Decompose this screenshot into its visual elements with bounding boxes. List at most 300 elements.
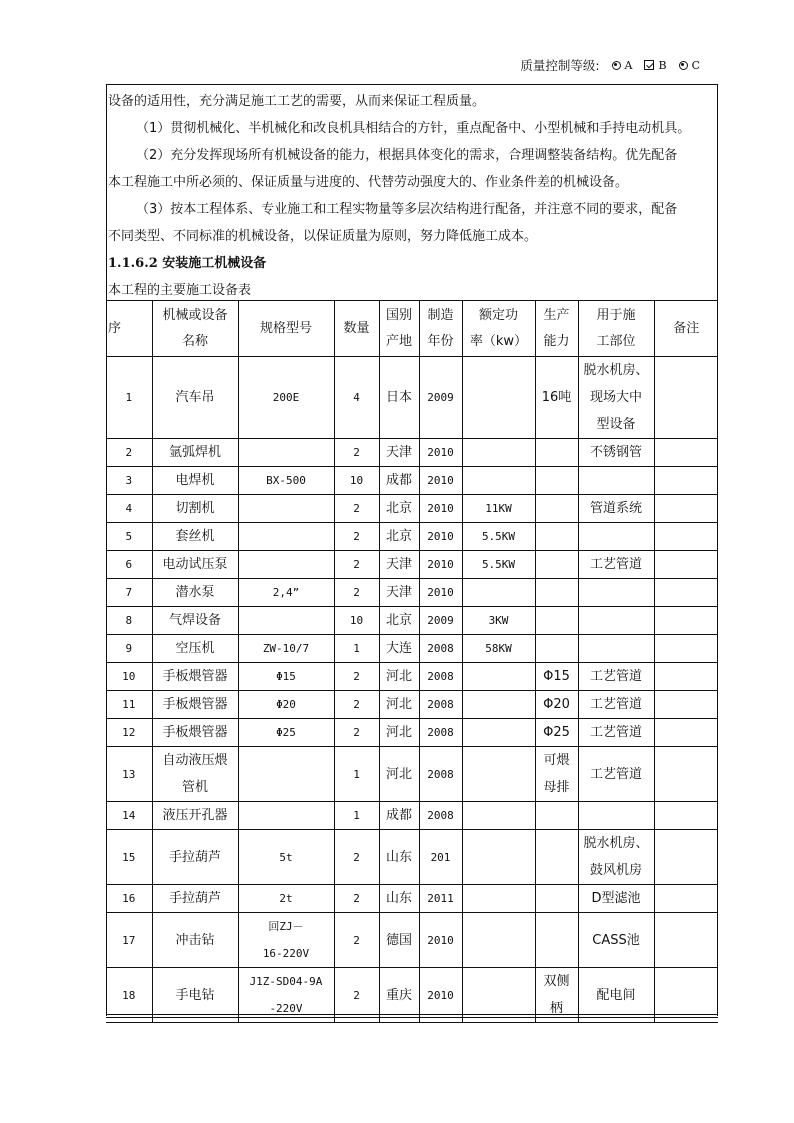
cell-no: 6 [106,551,152,579]
cell-location [578,830,654,885]
cell-power [462,830,535,885]
header-line: 机械或设备 [162,307,228,323]
header-line: 用于施 [596,307,636,323]
cell-capacity [535,830,578,885]
cell-origin: 天津 [379,551,419,579]
cell-origin: 北京 [379,495,419,523]
cell-origin: 天津 [379,439,419,467]
quality-option-a [612,59,633,72]
cell-location [578,635,654,663]
cell-capacity [535,357,578,439]
cell-qty: 2 [334,551,379,579]
cell-qty: 1 [334,747,379,802]
cell-line: 电动试压泵 [162,557,228,572]
cell-note [654,495,718,523]
cell-origin: 山东 [379,830,419,885]
cell-no: 10 [106,663,152,691]
table-row [106,968,718,1023]
header-year [419,301,462,357]
cell-power [462,913,535,968]
cell-note [654,551,718,579]
cell-line: Φ15 [276,670,296,683]
cell-power: 11KW [462,495,535,523]
cell-note [654,885,718,913]
cell-line: 型设备 [596,417,636,432]
cell-origin: 德国 [379,913,419,968]
cell-name [152,663,238,691]
cell-qty: 2 [334,495,379,523]
cell-power [462,439,535,467]
cell-spec [238,830,334,885]
cell-qty: 1 [334,802,379,830]
cell-note [654,663,718,691]
checkbox-checked-icon [644,60,654,70]
cell-line: J1Z-SD04-9A [249,975,323,988]
cell-line: Φ15 [543,669,570,684]
cell-spec [238,968,334,1023]
cell-year: 2011 [419,885,462,913]
header-line: 序 [108,320,122,336]
cell-qty: 2 [334,579,379,607]
cell-capacity [535,691,578,719]
cell-no: 9 [106,635,152,663]
cell-name [152,579,238,607]
cell-location [578,747,654,802]
cell-line: 16吨 [541,390,572,405]
header-line: 额定功 [478,307,518,323]
cell-location [578,467,654,495]
table-row [106,495,718,523]
cell-note [654,719,718,747]
cell-location [578,607,654,635]
table-row [106,551,718,579]
cell-year: 201 [419,830,462,885]
cell-capacity [535,607,578,635]
cell-qty: 2 [334,663,379,691]
cell-line: 现场大中 [589,390,642,405]
header-line: 名称 [181,333,208,349]
cell-year: 2010 [419,439,462,467]
quality-option-b [644,59,666,72]
cell-spec [238,607,334,635]
cell-year: 2010 [419,523,462,551]
cell-origin: 重庆 [379,968,419,1023]
cell-capacity [535,635,578,663]
cell-year: 2008 [419,802,462,830]
cell-line: Φ20 [543,697,570,712]
cell-qty: 1 [334,635,379,663]
cell-note [654,691,718,719]
cell-capacity [535,495,578,523]
cell-line: D型滤池 [591,891,641,906]
cell-name [152,551,238,579]
cell-line: 工艺管道 [589,669,642,684]
cell-year: 2009 [419,357,462,439]
cell-no: 7 [106,579,152,607]
cell-spec [238,885,334,913]
cell-note [654,607,718,635]
cell-name [152,607,238,635]
cell-name [152,913,238,968]
cell-line: CASS池 [592,932,640,948]
cell-note [654,467,718,495]
cell-qty: 2 [334,439,379,467]
cell-line: 可煨 [543,753,570,768]
header-line: 数量 [343,320,370,336]
cell-capacity [535,802,578,830]
quality-option-c [679,59,700,72]
cell-location [578,802,654,830]
cell-line: 手板煨管器 [162,697,228,712]
cell-line: -220V [269,1002,303,1015]
cell-line: 电焊机 [175,473,215,488]
cell-spec [238,913,334,968]
table-row [106,747,718,802]
header-line: 工部位 [596,333,636,349]
header-qty [334,301,379,357]
cell-line: 套丝机 [175,529,215,544]
cell-line: 自动液压煨 [162,753,228,768]
cell-year: 2008 [419,691,462,719]
cell-spec [238,691,334,719]
cell-name [152,495,238,523]
cell-name [152,439,238,467]
cell-origin: 北京 [379,607,419,635]
cell-capacity [535,913,578,968]
cell-name [152,357,238,439]
header-line: 国别 [385,307,412,323]
table-row [106,579,718,607]
cell-line: 管机 [181,780,208,795]
cell-line: 冲击钻 [175,932,215,948]
cell-note [654,579,718,607]
cell-name [152,719,238,747]
cell-line: Φ20 [276,698,296,711]
radio-icon [612,61,621,70]
cell-power: 5.5KW [462,523,535,551]
cell-power: 5.5KW [462,551,535,579]
cell-origin: 日本 [379,357,419,439]
cell-no: 11 [106,691,152,719]
cell-qty: 4 [334,357,379,439]
cell-qty: 2 [334,523,379,551]
cell-spec [238,439,334,467]
cell-name [152,747,238,802]
header-capacity [535,301,578,357]
cell-line: 空压机 [175,641,215,656]
cell-line: 200E [272,391,300,404]
cell-location [578,913,654,968]
cell-qty: 2 [334,885,379,913]
cell-location [578,663,654,691]
cell-spec [238,495,334,523]
cell-name [152,523,238,551]
cell-power [462,968,535,1023]
header-line: 能力 [543,333,570,349]
cell-name [152,830,238,885]
table-header-row [106,301,718,357]
header-origin [379,301,419,357]
cell-qty: 2 [334,719,379,747]
cell-line: 手拉葫芦 [168,891,221,906]
cell-note [654,635,718,663]
cell-power [462,885,535,913]
cell-year: 2008 [419,747,462,802]
cell-year: 2010 [419,467,462,495]
cell-no: 17 [106,913,152,968]
cell-line: 柄 [549,1001,563,1016]
cell-qty: 10 [334,467,379,495]
paragraph-line: 不同类型、不同标准的机械设备，以保证质量为原则，努力降低施工成本。 [108,229,538,244]
cell-location [578,523,654,551]
cell-no: 2 [106,439,152,467]
cell-line: 2,4” [272,586,300,599]
cell-name [152,885,238,913]
cell-year: 2010 [419,968,462,1023]
cell-line: 手电钻 [175,987,215,1003]
cell-line: 手拉葫芦 [168,849,221,865]
cell-capacity [535,579,578,607]
cell-line: 工艺管道 [589,725,642,740]
section-heading: 1.1.6.2 安装施工机械设备 [108,256,267,271]
cell-line: 母排 [543,780,570,795]
cell-location [578,551,654,579]
equipment-table [106,300,718,1023]
cell-line: BX-500 [266,474,306,487]
header-power [462,301,535,357]
cell-power [462,467,535,495]
header-line: 产地 [385,333,412,349]
header-line: 生产 [543,307,570,323]
cell-spec [238,719,334,747]
cell-no: 5 [106,523,152,551]
quality-label: 质量控制等级: [520,58,600,73]
cell-origin: 北京 [379,523,419,551]
table-row [106,913,718,968]
cell-name [152,467,238,495]
cell-line: 配电间 [596,987,636,1003]
cell-origin: 河北 [379,663,419,691]
paragraph-line: 本工程施工中所必须的、保证质量与进度的、代替劳动强度大的、作业条件差的机械设备。 [108,175,629,190]
cell-location [578,495,654,523]
cell-qty: 2 [334,913,379,968]
cell-location [578,691,654,719]
table-row [106,439,718,467]
header-spec [238,301,334,357]
cell-no: 3 [106,467,152,495]
table-row [106,830,718,885]
header-note [654,301,718,357]
cell-power [462,357,535,439]
cell-note [654,439,718,467]
cell-power [462,719,535,747]
table-row [106,885,718,913]
cell-year: 2010 [419,495,462,523]
table-row [106,607,718,635]
table-row [106,523,718,551]
cell-origin: 河北 [379,719,419,747]
cell-year: 2008 [419,663,462,691]
cell-line: Φ25 [543,725,570,740]
cell-line: 切割机 [175,501,215,516]
cell-capacity [535,663,578,691]
cell-spec [238,467,334,495]
cell-note [654,523,718,551]
cell-line: 液压开孔器 [162,808,228,823]
cell-no: 8 [106,607,152,635]
cell-line: 气焊设备 [168,613,221,628]
header-line: 规格型号 [259,320,312,336]
cell-line: 2t [279,892,293,905]
quality-control-level [520,56,700,74]
cell-year: 2009 [419,607,462,635]
cell-qty: 2 [334,968,379,1023]
cell-power: 3KW [462,607,535,635]
header-line: 率（kw） [469,333,528,349]
cell-line: ZW-10/7 [262,642,310,655]
cell-origin: 大连 [379,635,419,663]
cell-capacity [535,467,578,495]
cell-spec [238,551,334,579]
cell-line: 工艺管道 [589,697,642,712]
cell-line: 脱水机房、 [583,363,649,378]
cell-capacity [535,719,578,747]
header-name [152,301,238,357]
quality-letter: C [691,58,700,72]
cell-capacity [535,523,578,551]
cell-line: 汽车吊 [175,390,215,405]
cell-no: 16 [106,885,152,913]
cell-year: 2010 [419,913,462,968]
table-row [106,719,718,747]
cell-no: 1 [106,357,152,439]
cell-location [578,968,654,1023]
header-location [578,301,654,357]
header-line: 制造 [427,307,454,323]
cell-power [462,579,535,607]
cell-location [578,357,654,439]
cell-no: 13 [106,747,152,802]
cell-spec [238,747,334,802]
table-row [106,467,718,495]
cell-name [152,802,238,830]
cell-line: 5t [279,850,293,864]
cell-line: 氩弧焊机 [168,445,221,460]
cell-power [462,663,535,691]
cell-spec [238,802,334,830]
cell-line: 手板煨管器 [162,669,228,684]
cell-no: 15 [106,830,152,885]
cell-line: 管道系统 [589,501,642,516]
cell-capacity [535,885,578,913]
table-body [106,357,718,1023]
quality-letter: B [658,58,667,72]
cell-note [654,968,718,1023]
table-row [106,635,718,663]
cell-year: 2008 [419,719,462,747]
cell-year: 2010 [419,579,462,607]
cell-spec [238,635,334,663]
cell-location [578,439,654,467]
cell-power [462,747,535,802]
cell-note [654,747,718,802]
paragraph-line: 设备的适用性，充分满足施工工艺的需要，从而来保证工程质量。 [108,94,486,109]
cell-line: 工艺管道 [589,557,642,572]
cell-line: 工艺管道 [589,766,642,782]
cell-power: 58KW [462,635,535,663]
cell-spec [238,357,334,439]
cell-spec [238,579,334,607]
cell-location [578,579,654,607]
table-row [106,357,718,439]
cell-origin: 河北 [379,747,419,802]
body-text [108,88,716,250]
cell-note [654,830,718,885]
cell-line: 回ZJ－ [268,920,304,933]
paragraph-line: （2）充分发挥现场所有机械设备的能力，根据具体变化的需求，合理调整装备结构。优先配备 [136,148,678,163]
cell-qty: 2 [334,691,379,719]
cell-name [152,968,238,1023]
cell-no: 18 [106,968,152,1023]
cell-name [152,691,238,719]
quality-letter: A [624,58,633,72]
cell-power [462,802,535,830]
table-caption: 本工程的主要施工设备表 [108,283,252,298]
cell-line: 脱水机房、 [583,836,649,851]
cell-origin: 河北 [379,691,419,719]
cell-capacity [535,747,578,802]
header-no [106,301,152,357]
cell-no: 12 [106,719,152,747]
cell-origin: 成都 [379,467,419,495]
cell-capacity [535,439,578,467]
paragraph-line: （3）按本工程体系、专业施工和工程实物量等多层次结构进行配备，并注意不同的要求，配备 [136,202,678,217]
cell-year: 2010 [419,551,462,579]
cell-location [578,719,654,747]
cell-no: 4 [106,495,152,523]
cell-power [462,691,535,719]
cell-name [152,635,238,663]
header-line: 备注 [673,320,700,336]
cell-line: 鼓风机房 [589,863,642,878]
cell-note [654,357,718,439]
cell-spec [238,663,334,691]
header-line: 年份 [427,333,454,349]
cell-qty: 10 [334,607,379,635]
cell-origin: 成都 [379,802,419,830]
cell-location [578,885,654,913]
cell-origin: 天津 [379,579,419,607]
table-row [106,802,718,830]
cell-note [654,802,718,830]
cell-note [654,913,718,968]
cell-origin: 山东 [379,885,419,913]
cell-spec [238,523,334,551]
cell-capacity [535,551,578,579]
table-row [106,691,718,719]
cell-line: 不锈钢管 [589,445,642,460]
cell-line: 潜水泵 [175,585,215,600]
cell-year: 2008 [419,635,462,663]
cell-no: 14 [106,802,152,830]
paragraph-line: （1）贯彻机械化、半机械化和改良机具相结合的方针，重点配备中、小型机械和手持电动机具。 [136,121,691,136]
cell-line: 16-220V [262,947,310,960]
cell-line: 手板煨管器 [162,725,228,740]
cell-line: Φ25 [276,726,296,739]
cell-line: 双侧 [543,974,570,989]
cell-capacity [535,968,578,1023]
cell-qty: 2 [334,830,379,885]
